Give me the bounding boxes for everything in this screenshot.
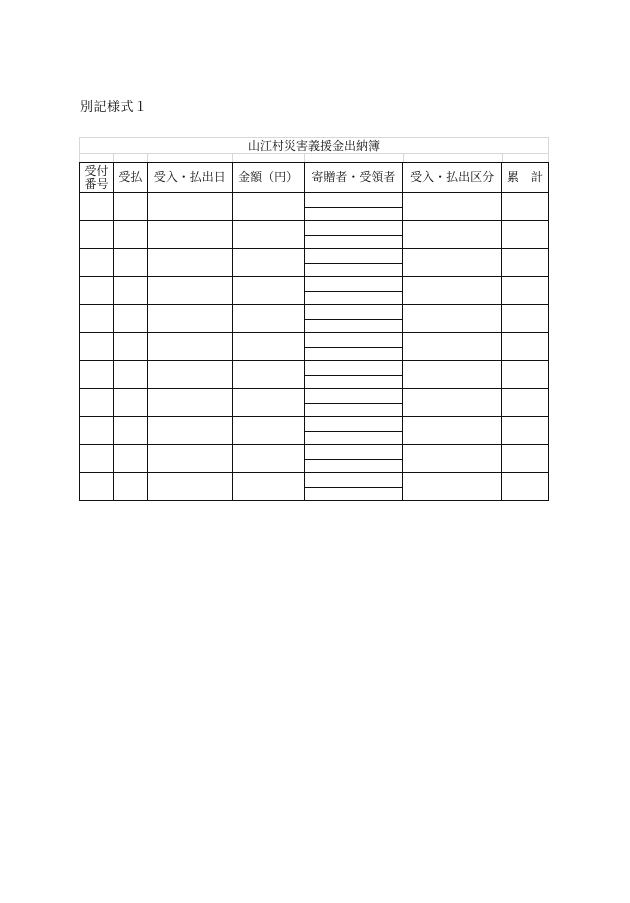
cell-donor-recipient: [304, 389, 403, 417]
ledger-title: 山江村災害義援金出納簿: [79, 137, 549, 154]
table-row: [80, 193, 549, 221]
col-amount: 金額（円）: [232, 163, 304, 193]
cell-divider: [305, 207, 403, 208]
cell-category: [403, 333, 502, 361]
cell-cumulative: [502, 333, 549, 361]
cell-amount: [232, 249, 304, 277]
cell-donor-recipient: [304, 221, 403, 249]
cell-category: [403, 473, 502, 501]
cell-divider: [305, 291, 403, 292]
col-donor-recipient: 寄贈者・受領者: [304, 163, 403, 193]
cell-category: [403, 417, 502, 445]
spacer-tick: [232, 153, 233, 162]
cell-receipt-number: [80, 361, 114, 389]
cell-amount: [232, 221, 304, 249]
cell-donor-recipient: [304, 193, 403, 221]
col-date: 受入・払出日: [147, 163, 232, 193]
cell-date: [147, 193, 232, 221]
cell-receipt-payment: [113, 417, 147, 445]
cell-amount: [232, 417, 304, 445]
table-row: [80, 277, 549, 305]
cell-receipt-number: [80, 249, 114, 277]
cell-receipt-payment: [113, 249, 147, 277]
cell-divider: [305, 487, 403, 488]
ledger-table: [79, 162, 549, 501]
ledger-spacer-row: [79, 153, 549, 162]
spacer-tick: [304, 153, 305, 162]
ledger-form: [79, 137, 549, 511]
cell-receipt-payment: [113, 221, 147, 249]
cell-cumulative: [502, 361, 549, 389]
cell-receipt-payment: [113, 361, 147, 389]
cell-receipt-number: [80, 305, 114, 333]
col-receipt-number: 受付 番号: [80, 163, 114, 193]
cell-donor-recipient: [304, 417, 403, 445]
col-cumulative: 累 計: [502, 163, 549, 193]
cell-amount: [232, 193, 304, 221]
cell-receipt-payment: [113, 333, 147, 361]
cell-date: [147, 333, 232, 361]
cell-donor-recipient: [304, 361, 403, 389]
cell-receipt-number: [80, 277, 114, 305]
cell-cumulative: [502, 389, 549, 417]
table-row: [80, 389, 549, 417]
cell-divider: [305, 235, 403, 236]
cell-category: [403, 193, 502, 221]
cell-category: [403, 445, 502, 473]
cell-date: [147, 473, 232, 501]
cell-divider: [305, 375, 403, 376]
cell-category: [403, 389, 502, 417]
col-category: 受入・払出区分: [403, 163, 502, 193]
cell-divider: [305, 459, 403, 460]
spacer-tick: [403, 153, 404, 162]
spacer-tick: [147, 153, 148, 162]
cell-receipt-payment: [113, 445, 147, 473]
cell-amount: [232, 389, 304, 417]
ledger-header-row: [80, 163, 549, 193]
cell-receipt-payment: [113, 193, 147, 221]
cell-receipt-number: [80, 389, 114, 417]
cell-receipt-number: [80, 193, 114, 221]
cell-amount: [232, 445, 304, 473]
cell-donor-recipient: [304, 305, 403, 333]
cell-receipt-number: [80, 333, 114, 361]
col-receipt-payment: 受払: [113, 163, 147, 193]
table-row: [80, 417, 549, 445]
table-row: [80, 473, 549, 501]
cell-cumulative: [502, 417, 549, 445]
cell-category: [403, 277, 502, 305]
cell-amount: [232, 305, 304, 333]
cell-date: [147, 445, 232, 473]
cell-receipt-payment: [113, 473, 147, 501]
cell-date: [147, 305, 232, 333]
cell-receipt-payment: [113, 277, 147, 305]
cell-amount: [232, 333, 304, 361]
spacer-tick: [502, 153, 503, 162]
spacer-tick: [113, 153, 114, 162]
ledger-body: [80, 193, 549, 501]
cell-cumulative: [502, 221, 549, 249]
table-row: [80, 445, 549, 473]
cell-donor-recipient: [304, 473, 403, 501]
cell-receipt-number: [80, 445, 114, 473]
cell-cumulative: [502, 473, 549, 501]
cell-date: [147, 417, 232, 445]
cell-category: [403, 221, 502, 249]
cell-divider: [305, 403, 403, 404]
cell-cumulative: [502, 445, 549, 473]
cell-amount: [232, 361, 304, 389]
cell-donor-recipient: [304, 445, 403, 473]
cell-date: [147, 277, 232, 305]
cell-divider: [305, 319, 403, 320]
cell-date: [147, 361, 232, 389]
cell-donor-recipient: [304, 277, 403, 305]
cell-date: [147, 249, 232, 277]
table-row: [80, 333, 549, 361]
cell-cumulative: [502, 193, 549, 221]
form-label: 別記様式１: [80, 100, 148, 115]
cell-receipt-number: [80, 417, 114, 445]
cell-amount: [232, 277, 304, 305]
cell-date: [147, 389, 232, 417]
cell-receipt-number: [80, 221, 114, 249]
table-row: [80, 221, 549, 249]
cell-category: [403, 249, 502, 277]
cell-donor-recipient: [304, 249, 403, 277]
cell-divider: [305, 431, 403, 432]
cell-cumulative: [502, 249, 549, 277]
table-row: [80, 305, 549, 333]
cell-divider: [305, 263, 403, 264]
cell-cumulative: [502, 305, 549, 333]
cell-receipt-payment: [113, 389, 147, 417]
table-row: [80, 361, 549, 389]
cell-amount: [232, 473, 304, 501]
cell-receipt-number: [80, 473, 114, 501]
cell-divider: [305, 347, 403, 348]
cell-category: [403, 305, 502, 333]
cell-donor-recipient: [304, 333, 403, 361]
cell-category: [403, 361, 502, 389]
cell-receipt-payment: [113, 305, 147, 333]
cell-date: [147, 221, 232, 249]
table-row: [80, 249, 549, 277]
cell-cumulative: [502, 277, 549, 305]
